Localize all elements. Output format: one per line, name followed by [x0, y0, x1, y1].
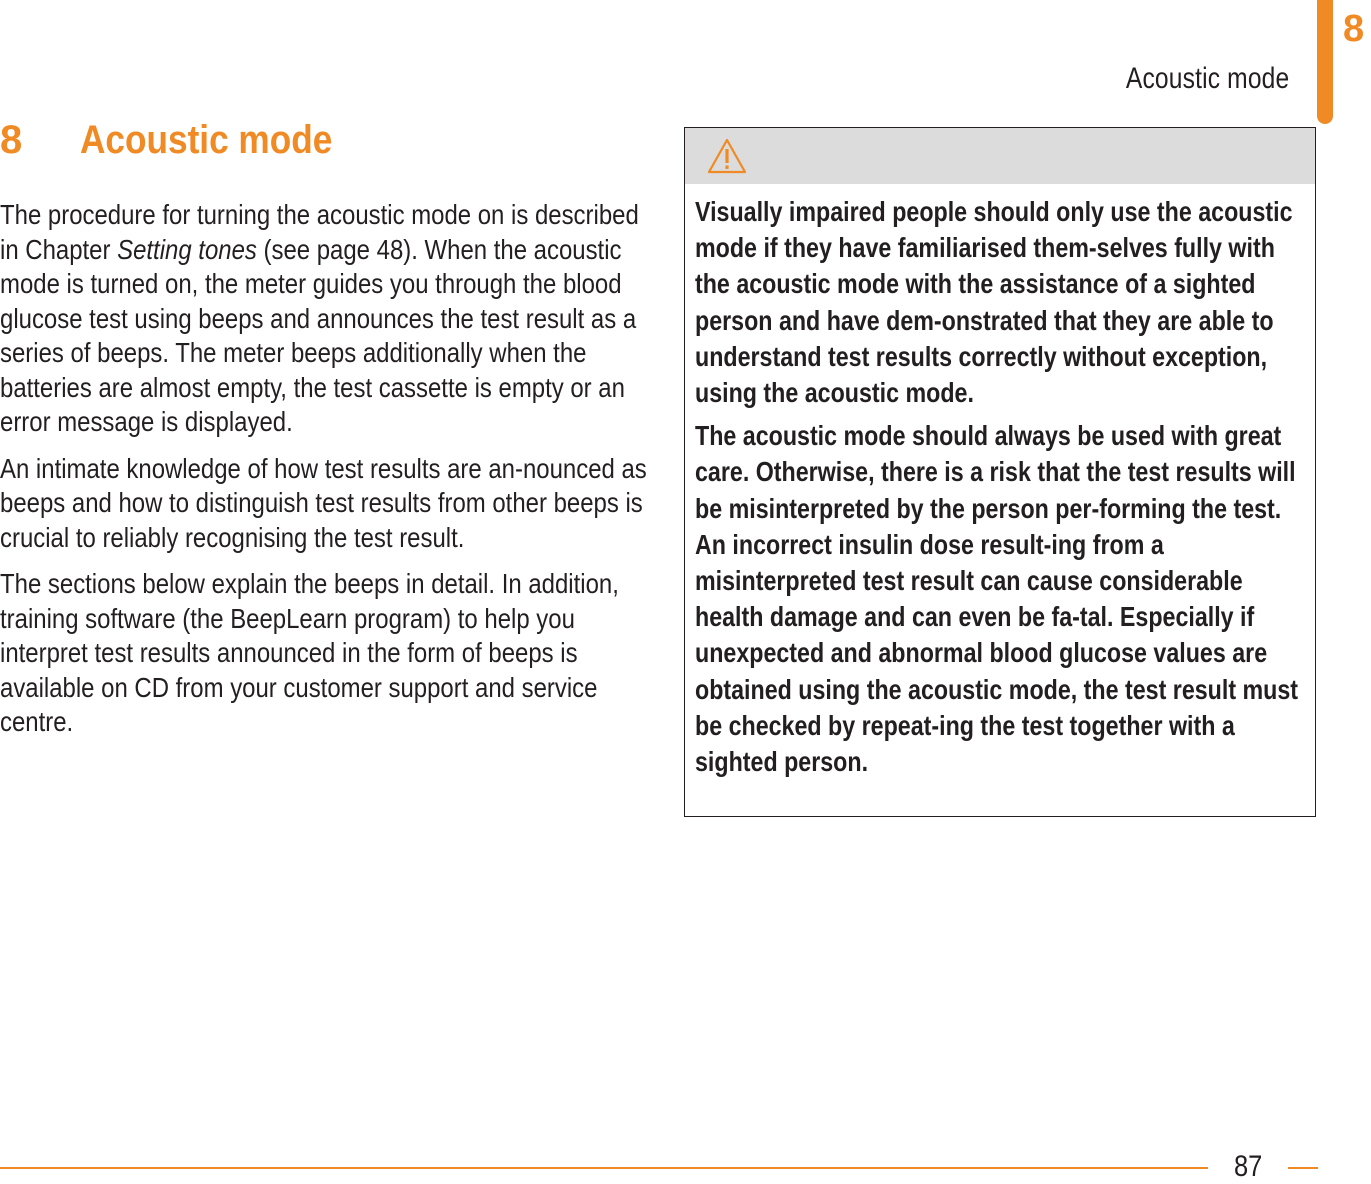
- warning-paragraph-2: The acoustic mode should always be used with great care. Otherwise, there is a risk that the test results will be misinterpreted by the person per-forming the test. An incorrect insulin dose result-ing from a misinterpreted test result can cause considerable health damage and can even be fa-tal. Especially if unexpected and abnormal blood glucose values are obtained using the acoustic mode, the test result must be checked by repeat-ing the test together with a sighted person.: [695, 420, 1299, 778]
- chapter-reference-link: Setting tones: [117, 233, 257, 265]
- warning-triangle-icon: [707, 138, 747, 174]
- warning-paragraph-1: Visually impaired people should only use the acoustic mode if they have familiarised them-selves fully with the acoustic mode with the assistance of a sighted person and have dem-onstrated that they are able to understand test results correctly without exception, using the acoustic mode.: [695, 196, 1293, 409]
- chapter-heading-title: Acoustic mode: [80, 118, 333, 162]
- warning-box-header: [685, 128, 1315, 184]
- running-header-title: Acoustic mode: [1125, 62, 1289, 95]
- warning-box: [684, 127, 1316, 817]
- footer-rule-left: [0, 1167, 1208, 1169]
- warning-box-body: [685, 184, 1315, 780]
- body-paragraph-3: The sections below explain the beeps in detail. In addition, training software (the BeepLearn program) to help you interpret test results announced in the form of beeps is available on CD from your customer support and service centre.: [0, 568, 619, 737]
- footer-rule-right: [1288, 1167, 1318, 1169]
- chapter-heading: [0, 118, 367, 163]
- page-number: 87: [1234, 1150, 1263, 1183]
- chapter-tab-number: 8: [1343, 8, 1365, 50]
- chapter-tab-marker: [1317, 0, 1333, 124]
- body-text-column: [0, 198, 647, 752]
- chapter-heading-number: 8: [0, 118, 23, 162]
- body-paragraph-1-end: (see page 48). When the acoustic mode is turned on, the meter guides you through the blood glucose test using beeps and announces the test result as a series of beeps. The meter beeps additionally when the batteries are almost empty, the test cassette is empty or an error message is displayed.: [0, 233, 637, 437]
- body-paragraph-2: An intimate knowledge of how test results are an-nounced as beeps and how to distinguish test results from other beeps is crucial to reliably recognising the test result.: [0, 452, 647, 553]
- body-paragraph-1: [0, 198, 650, 440]
- body-paragraph-1-start: The procedure for turning the acoustic mode on is described in Chapter: [0, 199, 639, 265]
